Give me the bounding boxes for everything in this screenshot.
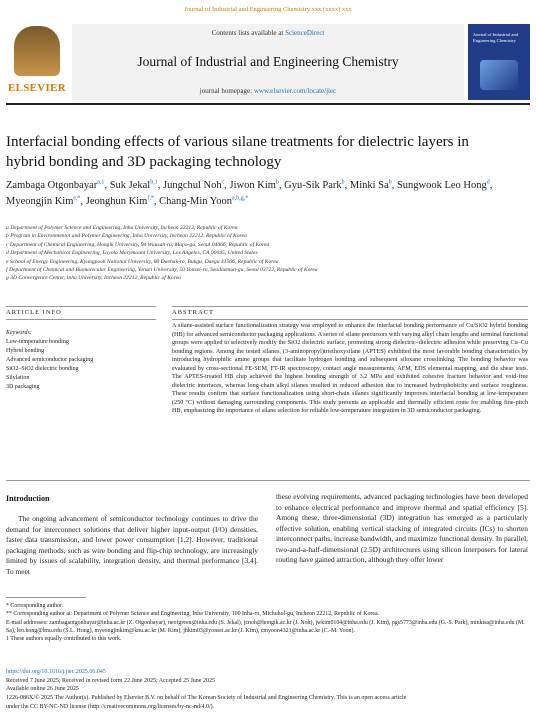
sciencedirect-link[interactable]: ScienceDirect [285, 29, 325, 37]
keywords-label: Keywords: [6, 330, 32, 336]
abstract-heading: ABSTRACT [172, 309, 214, 316]
author-affiliation-marker[interactable]: f,* [147, 195, 154, 202]
contents-prefix: Contents lists available at [211, 29, 286, 37]
author-name[interactable]: Jiwon Kim$^b$ [229, 179, 279, 191]
cover-title: Journal of Industrial and Engineering Chemistry [473, 32, 519, 43]
journal-cover-image[interactable] [468, 24, 530, 100]
footnote-item: * Corresponding author. [6, 603, 64, 609]
footnote-item: E-mail addresses: zambagaotgonbayar@inha.ac.kr (Z. Otgonbayar), neofgreen@inha.edu (S. Jekal), jcnoh@hongik.ac.kr (J. Noh), jwkim0104@inha.edu (J. Kim), pgs5773@inha.edu (G.-S. Park), minkisa@inha.edu (M. Sa), leo.hong@lmu.edu (S.L. Hong), myeongjinkim@knu.ac.kr (M. Kim), jhkim03@yonsei.ac.kr (J. Kim), cmyoon4321@inha.ac.kr (C.-M. Yoon). [6, 619, 525, 634]
affiliation-item: g 3D Convergence Center, Inha University, Incheon 22212, Republic of Korea [6, 275, 181, 282]
abstract-divider [172, 306, 528, 307]
affiliation-item: e School of Energy Engineering, Kyungpook National University, 80 Daehak-ro, Bukgu, Daegu 41566, Republic of Korea [6, 258, 279, 265]
keyword-item: Silylation [6, 375, 30, 381]
masthead-divider [6, 103, 530, 105]
article-dates: Received 7 June 2025; Received in revised form 22 June 2025; Accepted 25 June 2025 [6, 677, 215, 684]
journal-homepage [72, 87, 464, 95]
cover-art [480, 60, 518, 90]
abstract-divider-bottom [172, 319, 528, 320]
author-affiliation-marker[interactable]: a,1 [97, 179, 105, 186]
abstract-text: A silane-assisted surface functionalization strategy was employed to enhance the interfacial bonding performance of Cu/SiO2 hybrid bonding (HB) for advanced semiconductor packaging applications. A series of silane precursors with varying alkyl chain lengths and terminal functional groups were applied to selectively modify the SiO2 dielectric surface, promoting strong dielectric–dielectric adhesion while preserving Cu–Cu bonding regions. Among the tested silanes, (3-aminopropyl)triethoxysilane (APTES) exhibited the most favorable bonding characteristics by introducing hydrophilic amine groups that facilitate hydrogen bonding and subsequent siloxane crosslinking. The bonding behavior was evaluated by cross-sectional FE-SEM, FT-IR spectroscopy, contact angle measurements, AFM, EDS elemental mapping, and die shear tests. The APTES-treated HB chip achieved the highest bonding strength of 3.2 MPa and exhibited cohesive fracture behavior and void-free dielectric interfaces, whereas long-chain alkyl silanes resulted in reduced adhesion due to increased hydrophobicity and surface roughness. These results confirm that surface functionalization using short-chain silanes significantly improves interfacial bonding at low-temperature (250 °C) without damaging surrounding components. This study presents an applicable and thermally efficient route for enabling fine-pitch HB, emphasizing the importance of silane selection for reliable low-temperature integration in 3D semiconductor packaging. [172, 322, 528, 415]
introduction-right-column: these evolving requirements, advanced packaging technologies have been developed to enhance electrical performance and improve thermal and spatial efficiency [5]. Among these, three-dimensional (3D) integration has emerged as a particularly effective solution, enabling vertical stacking of integrated circuits (ICs) to shorten interconnect paths, increase bandwidth, and maximize functional density. In parallel, two-and-a-half-dimensional (2.5D) architectures using silicon interposers for lateral routing have gained attraction, although they offer lower [276, 492, 528, 565]
author-name[interactable]: Jungchul Noh$^c$ [162, 179, 225, 191]
introduction-heading: Introduction [6, 494, 50, 503]
keywords-list [6, 338, 130, 392]
introduction-left-column: The ongoing advancement of semiconductor technology continues to drive the demand for interconnect solutions that deliver higher input-output (I/O) densities, faster data transmission, and lower power consumption [1,2]. However, traditional packaging methods, such as wire bonding and flip-chip technology, are increasingly limited by issues of scalability, integration density, and thermal performance [3,4]. To meet [6, 514, 258, 576]
footnote-item: 1 These authors equally contributed to this work. [6, 636, 122, 643]
author-name[interactable]: Zambaga Otgonbayar$^{a,1}$ [6, 179, 105, 191]
author-name[interactable]: Gyu-Sik Park$^b$ [284, 179, 345, 191]
keyword-item: Low-temperature bonding [6, 339, 69, 345]
author-affiliation-marker[interactable]: c [221, 179, 225, 186]
elsevier-tree-icon [14, 26, 60, 76]
article-info-heading: ARTICLE INFO [6, 309, 62, 316]
author-name[interactable]: Myeongjin Kim$^{e,*}$ [6, 195, 81, 208]
masthead-center [72, 24, 464, 100]
author-affiliation-marker[interactable]: d [486, 179, 490, 186]
author-affiliation-marker[interactable]: b,1 [150, 179, 158, 186]
article-info-divider [6, 306, 156, 307]
author-name[interactable]: Sungwook Leo Hong$^d$ [396, 179, 490, 191]
homepage-link[interactable]: www.elsevier.com/locate/jiec [253, 87, 337, 95]
journal-title: Journal of Industrial and Engineering Chemistry [137, 54, 399, 69]
author-affiliation-marker[interactable]: e,* [73, 195, 81, 202]
doi-link[interactable]: https://doi.org/10.1016/j.jiec.2025.06.045 [6, 669, 106, 675]
affiliation-item: c Department of Chemical Engineering, Hongik University, 94 Wausan-ro, Mapo-gu, Seoul 04066, Republic of Korea [6, 241, 270, 248]
author-name[interactable]: Chang-Min Yoon$^{a,b,g,*}$ [159, 195, 249, 208]
keyword-item: Advanced semiconductor packaging [6, 357, 94, 363]
publication-info [6, 668, 530, 711]
author-affiliation-marker[interactable]: a,b,g,* [232, 195, 249, 202]
section-divider [6, 480, 530, 481]
author-name[interactable]: Suk Jekal$^{b,1}$ [109, 179, 158, 191]
keyword-item: SiO2–SiO2 dielectric bonding [6, 366, 79, 372]
affiliation-list [6, 224, 526, 283]
article-info-divider-bottom [6, 319, 156, 320]
author-affiliation-marker[interactable]: b [275, 179, 279, 186]
author-affiliation-marker[interactable]: b [341, 179, 345, 186]
footnote-item: ** Corresponding author at: Department of Polymer Science and Engineering, Inha University, 100 Inha-ro, Michuhol-gu, Incheon 22212, Republic of Korea. [6, 611, 380, 618]
elsevier-logo-text: ELSEVIER [7, 82, 67, 94]
journal-citation-line: Journal of Industrial and Engineering Chemistry xxx (xxxx) xxx [184, 6, 352, 13]
affiliation-item: b Program in Environmental and Polymer Engineering, Inha University, Incheon 22212, Republic of Korea [6, 233, 247, 240]
author-affiliation-marker[interactable]: b [388, 179, 392, 186]
affiliation-item: f Department of Chemical and Biomolecular Engineering, Yonsei University, 50 Yonsei-ro, Seodaemun-gu, Seoul 03722, Republic of Korea [6, 266, 318, 273]
footnote-rule [6, 597, 86, 598]
license-line: under the CC BY-NC-ND license (http://creativecommons.org/licenses/by-nc-nd/4.0/). [6, 703, 215, 710]
homepage-prefix: journal homepage: [199, 87, 254, 95]
keyword-item: 3D packaging [6, 384, 40, 390]
author-list: Zambaga Otgonbayar$^{a,1}$, Suk Jekal$^{b,1}$, Jungchul Noh$^c$, Jiwon Kim$^b$, Gyu-Sik Park$^b$, Minki Sa$^b$, Sungwook Leo Hong$^d$, Myeongjin Kim$^{e,*}$, Jeonghun Kim$^{f,*}$, Chang-Min Yoon$^{a,b,g,*}$ [6, 179, 493, 208]
affiliation-item: d Department of Mechanical Engineering, Loyola Marymount University, Los Angeles, CA 90045, United States [6, 250, 258, 257]
author-name[interactable]: Jeonghun Kim$^{f,*}$ [85, 195, 154, 208]
available-online: Available online 26 June 2025 [6, 686, 79, 693]
keywords-block [6, 329, 130, 392]
elsevier-logo[interactable] [6, 24, 68, 100]
contents-available [72, 29, 464, 37]
copyright-line: 1226-086X/© 2025 The Author(s). Published by Elsevier B.V. on behalf of The Korean Society of Industrial and Engineering Chemistry. This is an open access article [6, 695, 407, 702]
footnotes [6, 602, 530, 643]
journal-masthead [6, 24, 530, 100]
affiliation-item: a Department of Polymer Science and Engineering, Inha University, Incheon 22212, Republic of Korea [6, 225, 238, 231]
keyword-item: Hybrid bonding [6, 348, 45, 354]
author-name[interactable]: Minki Sa$^b$ [349, 179, 392, 191]
article-title: Interfacial bonding effects of various silane treatments for dielectric layers in hybrid bonding and 3D packaging technology [6, 134, 469, 170]
